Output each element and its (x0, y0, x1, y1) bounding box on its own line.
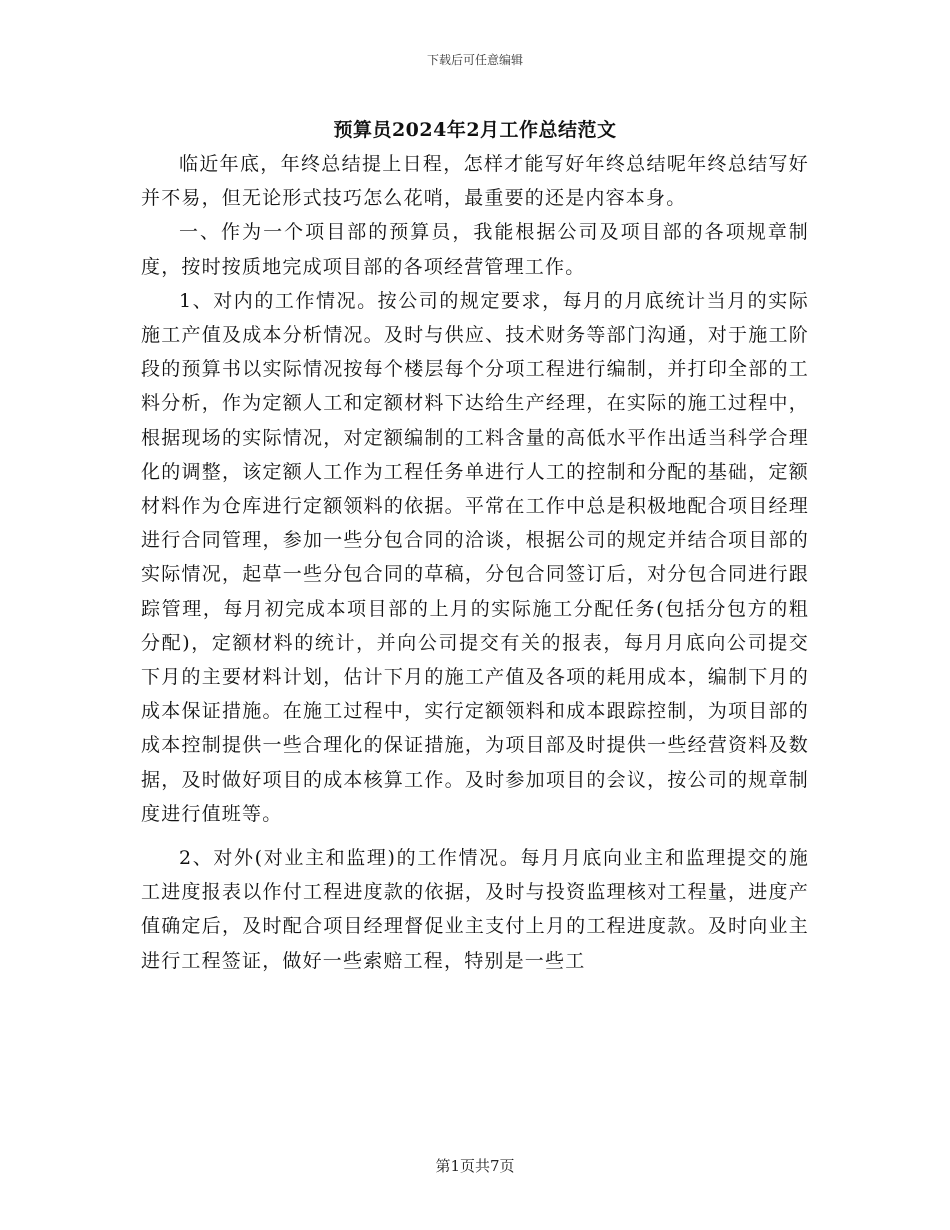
document-body (141, 113, 809, 978)
page-header: 下载后可任意编辑 (426, 53, 523, 67)
page-footer: 第1页共7页 (435, 1157, 515, 1175)
paragraph-external-work: 2、对外(对业主和监理)的工作情况。每月月底向业主和监理提交的施工进度报表以作付工程进度款的依据，及时与投资监理核对工程量，进度产值确定后，及时配合项目经理督促业主支付上月的工程进度款。及时向业主进行工程签证，做好一些索赔工程，特别是一些工 (141, 847, 809, 972)
document-title: 预算员2024年2月工作总结范文 (333, 119, 617, 141)
paragraph-intro: 临近年底，年终总结提上日程，怎样才能写好年终总结呢年终总结写好并不易，但无论形式技巧怎么花哨，最重要的还是内容本身。 (141, 153, 809, 210)
paragraph-section-one: 一、作为一个项目部的预算员，我能根据公司及项目部的各项规章制度，按时按质地完成项目部的各项经营管理工作。 (141, 221, 809, 278)
paragraph-internal-work: 1、对内的工作情况。按公司的规定要求，每月的月底统计当月的实际施工产值及成本分析情况。及时与供应、技术财务等部门沟通，对于施工阶段的预算书以实际情况按每个楼层每个分项工程进行编制，并打印全部的工料分析，作为定额人工和定额材料下达给生产经理，在实际的施工过程中，根据现场的实际情况，对定额编制的工料含量的高低水平作出适当科学合理化的调整，该定额人工作为工程任务单进行人工的控制和分配的基础，定额材料作为仓库进行定额领料的依据。平常在工作中总是积极地配合项目经理进行合同管理，参加一些分包合同的洽谈，根据公司的规定并结合项目部的实际情况，起草一些分包合同的草稿，分包合同签订后，对分包合同进行跟踪管理，每月初完成本项目部的上月的实际施工分配任务(包括分包方的粗分配)，定额材料的统计，并向公司提交有关的报表，每月月底向公司提交下月的主要材料计划，估计下月的施工产值及各项的耗用成本，编制下月的成本保证措施。在施工过程中，实行定额领料和成本跟踪控制，为项目部的成本控制提供一些合理化的保证措施，为项目部及时提供一些经营资料及数据，及时做好项目的成本核算工作。及时参加项目的会议，按公司的规章制度进行值班等。 (141, 289, 809, 825)
